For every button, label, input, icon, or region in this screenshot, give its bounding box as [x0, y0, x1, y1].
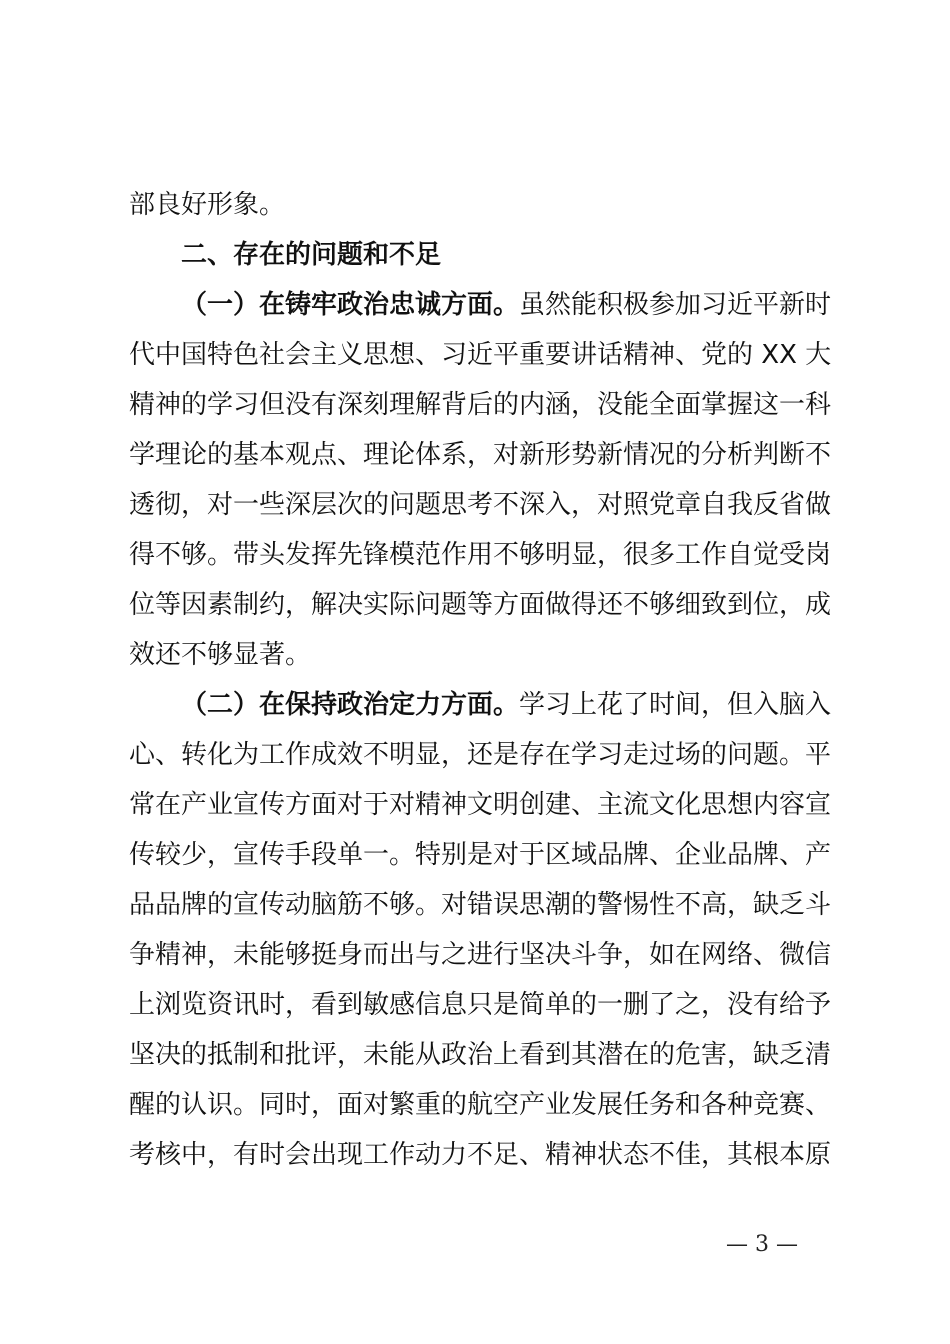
paragraph-2-first-line-rest: 学习上花了时间，但入脑入 — [519, 690, 832, 720]
text-line: 效还不够显著。 — [129, 640, 312, 670]
paragraph-1-lead: （一）在铸牢政治忠诚方面。 — [181, 290, 520, 320]
paragraph-1-first-line — [129, 280, 831, 330]
text-line: 考核中，有时会出现工作动力不足、精神状态不佳，其根本原 — [129, 1140, 832, 1170]
page-number: — 3 — — [726, 1232, 798, 1257]
text-line: 传较少，宣传手段单一。特别是对于区域品牌、企业品牌、产 — [129, 840, 832, 870]
text-line: 坚决的抵制和批评，未能从政治上看到其潜在的危害，缺乏清 — [129, 1040, 832, 1070]
text-line: 学理论的基本观点、理论体系，对新形势新情况的分析判断不 — [129, 440, 832, 470]
text-line: 心、转化为工作成效不明显，还是存在学习走过场的问题。平 — [129, 740, 832, 770]
text-line: 位等因素制约，解决实际问题等方面做得还不够细致到位，成 — [129, 590, 832, 620]
paragraph-2-lead: （二）在保持政治定力方面。 — [181, 690, 520, 720]
document-body — [129, 180, 831, 1180]
paragraph-2-first-line — [129, 680, 831, 730]
text-line: 代中国特色社会主义思想、习近平重要讲话精神、党的 XX 大 — [129, 340, 832, 370]
text-line: 得不够。带头发挥先锋模范作用不够明显，很多工作自觉受岗 — [129, 540, 832, 570]
text-line: 上浏览资讯时，看到敏感信息只是简单的一删了之，没有给予 — [129, 990, 832, 1020]
text-line: 争精神，未能够挺身而出与之进行坚决斗争，如在网络、微信 — [129, 940, 832, 970]
text-line: 部良好形象。 — [129, 190, 286, 220]
paragraph-1-first-line-rest: 虽然能积极参加习近平新时 — [519, 290, 832, 320]
text-line: 醒的认识。同时，面对繁重的航空产业发展任务和各种竞赛、 — [129, 1090, 832, 1120]
section-heading: 二、存在的问题和不足 — [181, 240, 442, 270]
text-line: 精神的学习但没有深刻理解背后的内涵，没能全面掌握这一科 — [129, 390, 832, 420]
text-line: 品品牌的宣传动脑筋不够。对错误思潮的警惕性不高，缺乏斗 — [129, 890, 832, 920]
text-line: 透彻，对一些深层次的问题思考不深入，对照党章自我反省做 — [129, 490, 832, 520]
text-line: 常在产业宣传方面对于对精神文明创建、主流文化思想内容宣 — [129, 790, 832, 820]
